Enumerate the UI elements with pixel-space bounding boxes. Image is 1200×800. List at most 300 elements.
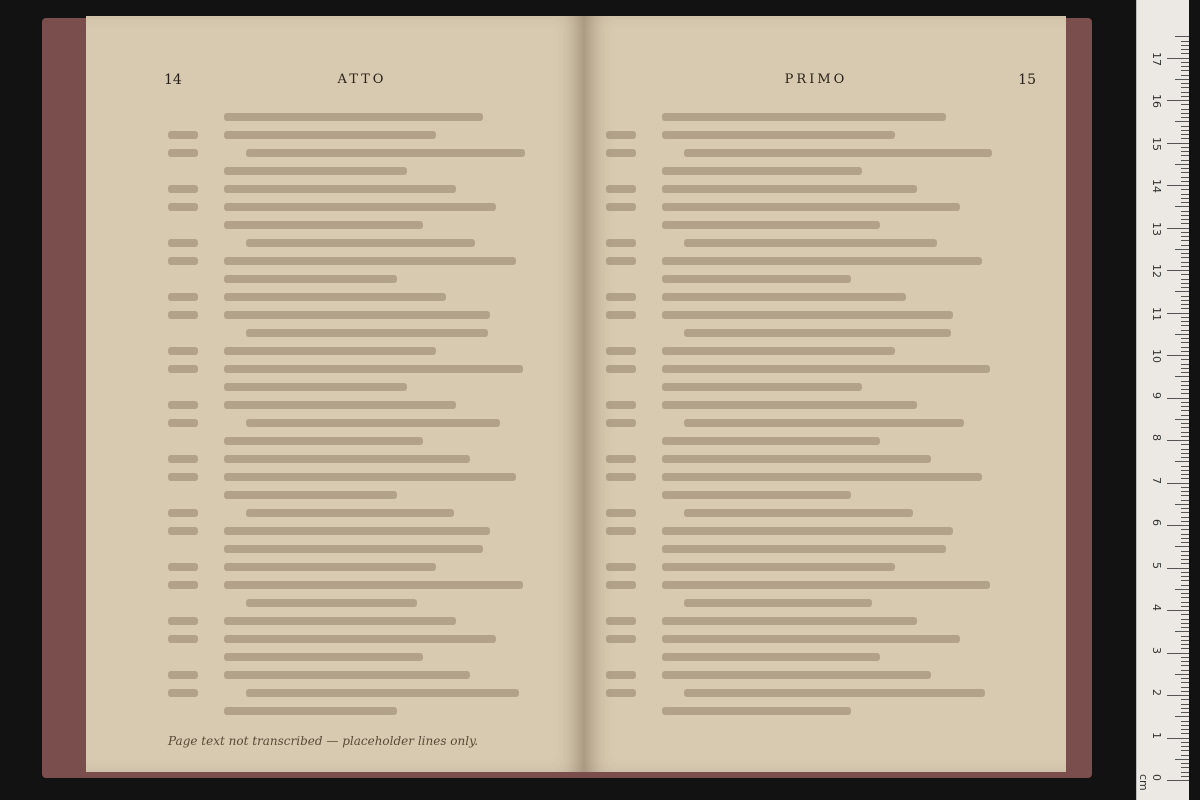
ruler-tick bbox=[1181, 240, 1189, 241]
ruler-tick bbox=[1175, 504, 1189, 505]
ruler-tick bbox=[1181, 194, 1189, 195]
ruler-tick bbox=[1167, 440, 1189, 441]
ruler-tick bbox=[1181, 508, 1189, 509]
ruler-tick bbox=[1167, 780, 1189, 781]
ruler-tick bbox=[1181, 763, 1189, 764]
speaker-placeholder bbox=[168, 632, 224, 647]
ruler-tick bbox=[1167, 185, 1189, 186]
ruler-tick bbox=[1181, 457, 1189, 458]
ruler-tick bbox=[1181, 389, 1189, 390]
ruler-tick bbox=[1181, 381, 1189, 382]
ruler-tick bbox=[1181, 742, 1189, 743]
text-line bbox=[606, 504, 1026, 522]
text-placeholder bbox=[662, 452, 1026, 467]
ruler-tick bbox=[1181, 155, 1189, 156]
ruler-tick bbox=[1175, 674, 1189, 675]
ruler-label: 1 bbox=[1150, 731, 1163, 739]
speaker-placeholder bbox=[606, 362, 662, 377]
speaker-placeholder bbox=[168, 380, 224, 395]
speaker-placeholder bbox=[168, 470, 224, 485]
text-placeholder bbox=[662, 254, 1026, 269]
text-line bbox=[168, 666, 556, 684]
text-line bbox=[168, 432, 556, 450]
ruler-label: 4 bbox=[1150, 604, 1163, 611]
ruler-tick bbox=[1181, 410, 1189, 411]
ruler-tick bbox=[1167, 525, 1189, 526]
ruler-tick bbox=[1181, 70, 1189, 71]
ruler-tick bbox=[1181, 619, 1189, 620]
text-placeholder bbox=[662, 128, 1026, 143]
text-placeholder bbox=[662, 110, 1026, 125]
ruler-tick bbox=[1181, 648, 1189, 649]
text-placeholder bbox=[224, 632, 556, 647]
ruler-tick bbox=[1181, 755, 1189, 756]
speaker-placeholder bbox=[168, 164, 224, 179]
text-line bbox=[606, 594, 1026, 612]
ruler-tick bbox=[1175, 36, 1189, 37]
text-line bbox=[606, 162, 1026, 180]
text-line bbox=[606, 486, 1026, 504]
text-placeholder bbox=[224, 236, 556, 251]
text-placeholder bbox=[662, 218, 1026, 233]
text-line bbox=[168, 162, 556, 180]
text-placeholder bbox=[224, 452, 556, 467]
speaker-placeholder bbox=[168, 200, 224, 215]
ruler-tick bbox=[1181, 53, 1189, 54]
ruler-label: 14 bbox=[1150, 179, 1163, 193]
speaker-placeholder bbox=[606, 344, 662, 359]
text-line bbox=[168, 198, 556, 216]
text-placeholder bbox=[662, 380, 1026, 395]
ruler-tick bbox=[1181, 104, 1189, 105]
running-head-title-left: ATTO bbox=[337, 72, 387, 87]
ruler-tick bbox=[1181, 177, 1189, 178]
text-line bbox=[606, 198, 1026, 216]
ruler-tick bbox=[1181, 45, 1189, 46]
text-line bbox=[606, 234, 1026, 252]
speaker-placeholder bbox=[168, 542, 224, 557]
speaker-placeholder bbox=[168, 668, 224, 683]
text-line bbox=[606, 540, 1026, 558]
ruler-tick bbox=[1181, 130, 1189, 131]
text-line bbox=[168, 216, 556, 234]
ruler-tick bbox=[1181, 491, 1189, 492]
ruler-tick bbox=[1181, 746, 1189, 747]
ruler-tick bbox=[1181, 614, 1189, 615]
ruler-tick bbox=[1181, 572, 1189, 573]
ruler-tick bbox=[1181, 351, 1189, 352]
ruler-tick bbox=[1175, 164, 1189, 165]
text-placeholder bbox=[224, 506, 556, 521]
text-placeholder bbox=[224, 668, 556, 683]
ruler-tick bbox=[1181, 262, 1189, 263]
text-placeholder bbox=[662, 326, 1026, 341]
speaker-placeholder bbox=[606, 470, 662, 485]
ruler-tick bbox=[1181, 657, 1189, 658]
speaker-placeholder bbox=[168, 236, 224, 251]
speaker-placeholder bbox=[606, 200, 662, 215]
text-placeholder bbox=[224, 164, 556, 179]
ruler-tick bbox=[1181, 555, 1189, 556]
ruler-tick bbox=[1167, 695, 1189, 696]
ruler-tick bbox=[1167, 738, 1189, 739]
ruler-label: 8 bbox=[1150, 434, 1163, 441]
ruler-tick bbox=[1175, 589, 1189, 590]
ruler-tick bbox=[1181, 109, 1189, 110]
ruler-tick bbox=[1175, 461, 1189, 462]
speaker-placeholder bbox=[606, 488, 662, 503]
ruler-tick bbox=[1175, 206, 1189, 207]
text-placeholder bbox=[224, 434, 556, 449]
ruler-tick bbox=[1181, 232, 1189, 233]
ruler-tick bbox=[1175, 79, 1189, 80]
ruler-tick bbox=[1181, 640, 1189, 641]
text-placeholder bbox=[224, 290, 556, 305]
speaker-placeholder bbox=[606, 164, 662, 179]
text-placeholder bbox=[662, 146, 1026, 161]
ruler-tick bbox=[1181, 512, 1189, 513]
ruler-tick bbox=[1181, 211, 1189, 212]
ruler-tick bbox=[1181, 253, 1189, 254]
speaker-placeholder bbox=[606, 146, 662, 161]
text-line bbox=[606, 414, 1026, 432]
ruler-tick bbox=[1181, 551, 1189, 552]
ruler-tick bbox=[1181, 521, 1189, 522]
text-placeholder bbox=[662, 632, 1026, 647]
ruler-tick bbox=[1181, 62, 1189, 63]
speaker-placeholder bbox=[168, 398, 224, 413]
speaker-placeholder bbox=[168, 416, 224, 431]
ruler-label: 3 bbox=[1150, 646, 1163, 654]
ruler-tick bbox=[1181, 245, 1189, 246]
ruler-tick bbox=[1181, 691, 1189, 692]
ruler-tick bbox=[1181, 126, 1189, 127]
ruler-label: 15 bbox=[1150, 136, 1163, 151]
text-line bbox=[606, 612, 1026, 630]
text-placeholder bbox=[662, 524, 1026, 539]
ruler-tick bbox=[1181, 487, 1189, 488]
speaker-placeholder bbox=[606, 578, 662, 593]
ruler-tick bbox=[1181, 474, 1189, 475]
ruler-label: 11 bbox=[1150, 306, 1163, 321]
text-placeholder bbox=[224, 416, 556, 431]
ruler-tick bbox=[1181, 402, 1189, 403]
ruler-tick bbox=[1181, 117, 1189, 118]
ruler-tick bbox=[1181, 172, 1189, 173]
text-placeholder bbox=[224, 326, 556, 341]
speaker-placeholder bbox=[606, 128, 662, 143]
text-line bbox=[606, 630, 1026, 648]
text-line bbox=[606, 252, 1026, 270]
ruler-tick bbox=[1181, 495, 1189, 496]
ruler-tick bbox=[1175, 121, 1189, 122]
ruler-tick bbox=[1167, 653, 1189, 654]
ruler-tick bbox=[1181, 432, 1189, 433]
text-line bbox=[168, 504, 556, 522]
ruler-label: 6 bbox=[1150, 519, 1163, 526]
text-line bbox=[168, 108, 556, 126]
ruler-tick bbox=[1167, 228, 1189, 229]
ruler-tick bbox=[1181, 198, 1189, 199]
ruler-tick bbox=[1181, 772, 1189, 773]
text-placeholder bbox=[662, 398, 1026, 413]
ruler-tick bbox=[1181, 202, 1189, 203]
ruler-tick bbox=[1181, 96, 1189, 97]
text-placeholder bbox=[224, 614, 556, 629]
speaker-placeholder bbox=[168, 254, 224, 269]
ruler-tick bbox=[1181, 75, 1189, 76]
speaker-placeholder bbox=[168, 578, 224, 593]
ruler-tick bbox=[1181, 597, 1189, 598]
ruler-label: 13 bbox=[1150, 221, 1163, 236]
ruler-tick bbox=[1181, 181, 1189, 182]
speaker-placeholder bbox=[606, 218, 662, 233]
speaker-placeholder bbox=[168, 146, 224, 161]
ruler-tick bbox=[1181, 517, 1189, 518]
ruler-tick bbox=[1181, 168, 1189, 169]
ruler-label: 2 bbox=[1150, 689, 1163, 696]
ruler-label: 0 cm bbox=[1137, 774, 1163, 791]
text-line bbox=[168, 450, 556, 468]
ruler-tick bbox=[1181, 593, 1189, 594]
ruler-tick bbox=[1181, 372, 1189, 373]
text-placeholder bbox=[662, 236, 1026, 251]
ruler-tick bbox=[1181, 87, 1189, 88]
speaker-placeholder bbox=[168, 452, 224, 467]
ruler-tick bbox=[1181, 767, 1189, 768]
ruler-tick bbox=[1175, 249, 1189, 250]
speaker-placeholder bbox=[168, 290, 224, 305]
text-placeholder bbox=[662, 668, 1026, 683]
ruler-tick bbox=[1181, 627, 1189, 628]
text-placeholder bbox=[662, 650, 1026, 665]
text-placeholder bbox=[224, 218, 556, 233]
ruler-tick bbox=[1181, 427, 1189, 428]
ruler-label: 9 bbox=[1150, 391, 1163, 399]
text-line bbox=[606, 468, 1026, 486]
speaker-placeholder bbox=[606, 308, 662, 323]
ruler-tick bbox=[1181, 283, 1189, 284]
ruler-tick bbox=[1181, 606, 1189, 607]
text-placeholder bbox=[662, 470, 1026, 485]
text-placeholder bbox=[224, 128, 556, 143]
speaker-placeholder bbox=[606, 434, 662, 449]
text-placeholder bbox=[662, 686, 1026, 701]
speaker-placeholder bbox=[168, 272, 224, 287]
ruler-tick bbox=[1181, 449, 1189, 450]
text-placeholder bbox=[224, 596, 556, 611]
ruler-tick bbox=[1181, 359, 1189, 360]
running-head-title-right: PRIMO bbox=[784, 72, 848, 87]
ruler-label: 17 bbox=[1150, 51, 1163, 66]
ruler-tick bbox=[1175, 631, 1189, 632]
ruler-tick bbox=[1181, 470, 1189, 471]
text-line bbox=[168, 594, 556, 612]
ruler-tick bbox=[1181, 644, 1189, 645]
ruler-tick bbox=[1181, 49, 1189, 50]
speaker-placeholder bbox=[168, 128, 224, 143]
ruler-tick bbox=[1181, 453, 1189, 454]
ruler-tick bbox=[1181, 665, 1189, 666]
text-placeholder bbox=[224, 380, 556, 395]
text-placeholder bbox=[662, 290, 1026, 305]
ruler-tick bbox=[1181, 725, 1189, 726]
text-line bbox=[168, 558, 556, 576]
text-line bbox=[168, 360, 556, 378]
ruler-tick bbox=[1181, 776, 1189, 777]
speaker-placeholder bbox=[606, 668, 662, 683]
speaker-placeholder bbox=[606, 398, 662, 413]
ruler-tick bbox=[1181, 189, 1189, 190]
text-line bbox=[168, 342, 556, 360]
ruler-label: 16 bbox=[1150, 94, 1163, 108]
ruler-tick bbox=[1181, 708, 1189, 709]
ruler-tick bbox=[1181, 478, 1189, 479]
text-placeholder bbox=[224, 578, 556, 593]
text-placeholder bbox=[662, 578, 1026, 593]
ruler-tick bbox=[1181, 287, 1189, 288]
text-placeholder bbox=[224, 686, 556, 701]
text-line bbox=[168, 324, 556, 342]
ruler-tick bbox=[1167, 100, 1189, 101]
speaker-placeholder bbox=[606, 380, 662, 395]
speaker-placeholder bbox=[168, 596, 224, 611]
text-line bbox=[606, 342, 1026, 360]
speaker-placeholder bbox=[168, 686, 224, 701]
ruler-tick bbox=[1181, 92, 1189, 93]
ruler-tick bbox=[1181, 325, 1189, 326]
ruler-tick bbox=[1181, 338, 1189, 339]
text-line bbox=[606, 270, 1026, 288]
ruler-tick bbox=[1181, 113, 1189, 114]
text-line bbox=[168, 378, 556, 396]
text-placeholder bbox=[662, 596, 1026, 611]
ruler-tick bbox=[1181, 712, 1189, 713]
ruler-tick bbox=[1167, 610, 1189, 611]
speaker-placeholder bbox=[168, 560, 224, 575]
running-head-left bbox=[164, 72, 556, 98]
ruler-tick bbox=[1181, 368, 1189, 369]
text-placeholder bbox=[662, 416, 1026, 431]
ruler-tick bbox=[1181, 279, 1189, 280]
ruler-tick bbox=[1181, 236, 1189, 237]
text-placeholder bbox=[224, 182, 556, 197]
ruler-tick bbox=[1181, 661, 1189, 662]
text-line bbox=[168, 612, 556, 630]
speaker-placeholder bbox=[168, 524, 224, 539]
ruler-tick bbox=[1167, 313, 1189, 314]
ruler-tick bbox=[1181, 580, 1189, 581]
ruler-tick bbox=[1181, 500, 1189, 501]
ruler-tick bbox=[1181, 729, 1189, 730]
measuring-ruler bbox=[1136, 0, 1189, 800]
text-placeholder bbox=[224, 272, 556, 287]
ruler-tick bbox=[1181, 538, 1189, 539]
running-head-right bbox=[606, 72, 1036, 98]
text-line bbox=[168, 648, 556, 666]
ruler-tick bbox=[1181, 41, 1189, 42]
speaker-placeholder bbox=[606, 506, 662, 521]
ruler-tick bbox=[1167, 58, 1189, 59]
ruler-tick bbox=[1181, 364, 1189, 365]
text-line bbox=[168, 288, 556, 306]
ruler-label: 7 bbox=[1150, 476, 1163, 484]
ruler-tick bbox=[1181, 406, 1189, 407]
text-placeholder bbox=[662, 560, 1026, 575]
text-line bbox=[168, 576, 556, 594]
speaker-placeholder bbox=[168, 704, 224, 719]
text-placeholder bbox=[224, 470, 556, 485]
ruler-tick bbox=[1181, 160, 1189, 161]
text-line bbox=[168, 252, 556, 270]
ruler-tick bbox=[1181, 138, 1189, 139]
speaker-placeholder bbox=[606, 254, 662, 269]
speaker-placeholder bbox=[168, 326, 224, 341]
ruler-tick bbox=[1167, 355, 1189, 356]
ruler-tick bbox=[1181, 151, 1189, 152]
placeholder-note-left: Page text not transcribed — placeholder lines only. bbox=[168, 734, 479, 748]
text-line bbox=[606, 324, 1026, 342]
text-line bbox=[606, 702, 1026, 720]
text-line bbox=[168, 486, 556, 504]
speaker-placeholder bbox=[168, 488, 224, 503]
ruler-tick bbox=[1181, 223, 1189, 224]
text-placeholder bbox=[224, 704, 556, 719]
text-line bbox=[606, 648, 1026, 666]
ruler-tick bbox=[1181, 257, 1189, 258]
ruler-tick bbox=[1181, 317, 1189, 318]
ruler-tick bbox=[1181, 219, 1189, 220]
text-line bbox=[606, 450, 1026, 468]
speaker-placeholder bbox=[606, 650, 662, 665]
text-placeholder bbox=[662, 362, 1026, 377]
speaker-placeholder bbox=[168, 182, 224, 197]
ruler-tick bbox=[1181, 704, 1189, 705]
speaker-placeholder bbox=[606, 110, 662, 125]
text-placeholder bbox=[662, 182, 1026, 197]
text-line bbox=[168, 702, 556, 720]
text-placeholder bbox=[662, 434, 1026, 449]
text-placeholder bbox=[224, 524, 556, 539]
text-line bbox=[606, 108, 1026, 126]
ruler-label: 10 bbox=[1150, 349, 1163, 363]
ruler-tick bbox=[1181, 721, 1189, 722]
text-placeholder bbox=[662, 542, 1026, 557]
ruler-tick bbox=[1181, 585, 1189, 586]
speaker-placeholder bbox=[606, 182, 662, 197]
text-line bbox=[606, 432, 1026, 450]
speaker-placeholder bbox=[606, 524, 662, 539]
speaker-placeholder bbox=[606, 272, 662, 287]
page-number-left: 14 bbox=[164, 72, 182, 88]
speaker-placeholder bbox=[168, 308, 224, 323]
speaker-placeholder bbox=[168, 434, 224, 449]
ruler-tick bbox=[1181, 682, 1189, 683]
ruler-tick bbox=[1181, 300, 1189, 301]
text-line bbox=[168, 396, 556, 414]
text-line bbox=[606, 306, 1026, 324]
text-line bbox=[606, 666, 1026, 684]
speaker-placeholder bbox=[606, 596, 662, 611]
text-placeholder bbox=[662, 164, 1026, 179]
ruler-tick bbox=[1181, 330, 1189, 331]
text-line bbox=[606, 126, 1026, 144]
text-line bbox=[168, 234, 556, 252]
text-line bbox=[168, 540, 556, 558]
text-line bbox=[606, 144, 1026, 162]
ruler-tick bbox=[1167, 483, 1189, 484]
ruler-tick bbox=[1167, 143, 1189, 144]
